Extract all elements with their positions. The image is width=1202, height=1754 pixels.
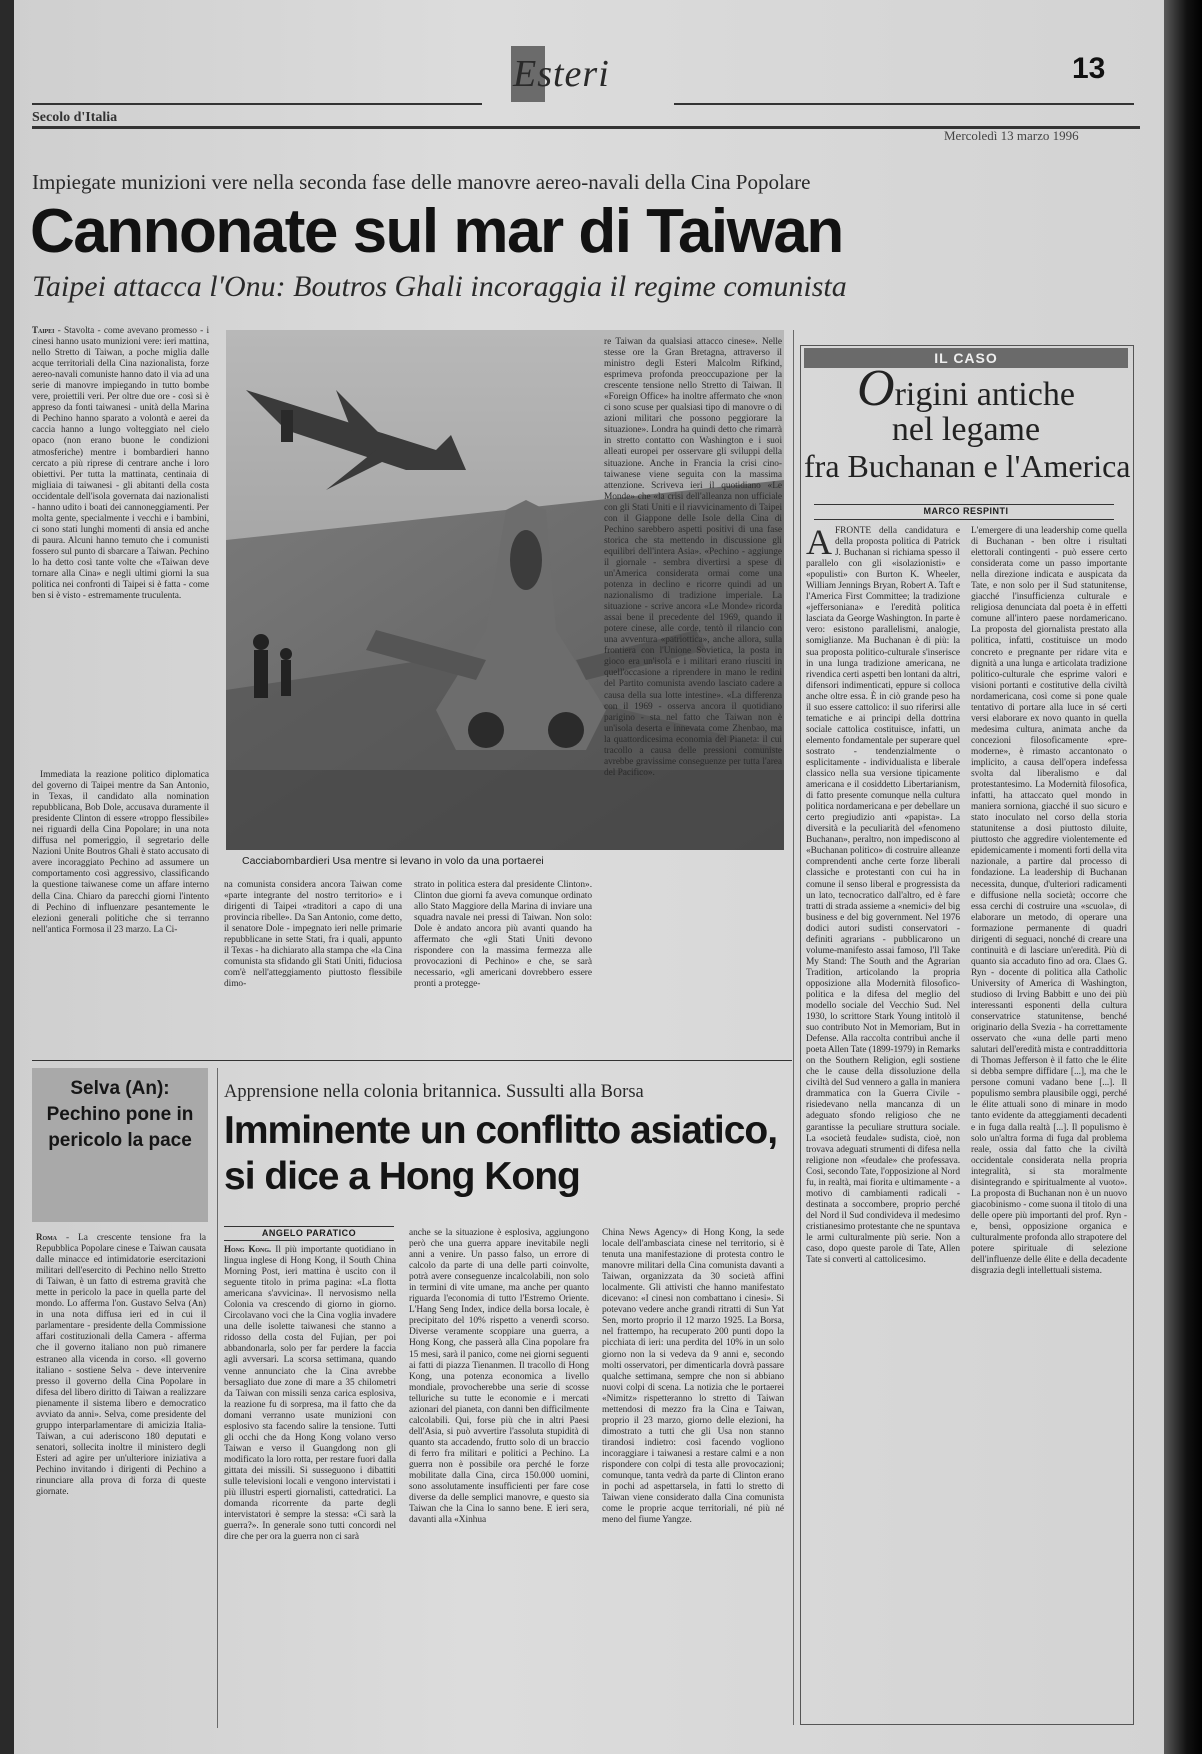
header-rule-right-top — [674, 103, 1134, 105]
main-col3 — [414, 880, 592, 1052]
main-col3-text: strato in politica estera dal presidente Clinton». Clinton due giorni fa aveva comunque ordinato allo Stato Maggiore della Marina di inviare una squadra navale nei pressi di Taiwan. Non solo: Dole è andato ancora più avanti quando ha affermato che «gli Stati Uniti devono rispondere con la massima fermezza alle provocazioni di Pechino» e che, se sarà necessario, «gli americani dovrebbero essere pronti a protegge- — [414, 880, 592, 990]
section-name: Esteri — [513, 53, 610, 95]
il-caso-rule-2 — [814, 519, 1114, 520]
main-headline: Cannonate sul mar di Taiwan — [30, 197, 843, 266]
il-caso-col1 — [806, 526, 960, 1718]
il-caso-rule — [814, 504, 1114, 505]
title-line-1: rigini antiche — [894, 376, 1075, 413]
col-rule — [217, 1068, 218, 1728]
date: Mercoledì 13 marzo 1996 — [944, 128, 1079, 143]
hk-byline-rule — [224, 1226, 394, 1227]
il-caso-col2-text: L'emergere di una leadership come quella di Buchanan - ben oltre i risultati elettorali contingenti - può essere certo considerata come un passo importante nella direzione indicata e auspicata da Tate, e non solo per il Sud statunitense, giacché l'insufficienza culturale e religiosa denunciata dal poeta è in effetti comune all'intero paese nordamericano. La proposta del giornalista prestato alla politica, infatti, costituisce un modo concreto e pregnante per ridare vita e dignità a una lunga e articolata tradizione politico-culturale che esprime valori e visioni portanti e costitutive della civiltà nordamericana, così come si pone quale tentativo di portare alla luce in sé certi versi elaborare ex novo quanto in quella medesima cultura, animata anche da concezioni filosoficamente «pre-moderne», è rimasto accantonato o implicito, a causa dell'opera indefessa svolta dal liberalismo e dal protestantesimo. La Modernità filosofica, infatti, ha attaccato quel mondo in maniera sorniona, giacché il suo sicuro e stato inoculato nel corso della storia statunitense a dosi piuttosto diluite, piuttosto che aggredire violentemente ed epidemicamente i momenti forti della vita nazionale, a partire dal processo di fondazione. La leadership di Buchanan necessita, dunque, d'ulteriori radicamenti e diffusione nella società; occorre che essa cerchi di costruire una «scuola», di elaborare un metodo, di operare una formazione permanente di quadri dirigenti di seguaci, nonché di creare una continuità e di lasciare un'eredità. Più di quanto sia accaduto fino ad ora. Claes G. Ryn - docente di politica alla Catholic University of America di Washington, studioso di Irving Babbitt e uno dei più interessanti esponenti della cultura conservatrice statunitense, benché originario della Svezia - ha correttamente osservato che «una delle parti meno salutari dell'eredità mista e contraddittoria di Thomas Jefferson è il fatto che le élite si debba sempre diffidare [...], ma che le persone comuni vadano bene [...]. Il populismo sembra plausibile oggi, perché le élite attuali sono di minare in modo tanto evidente da atteggiamenti decadenti e in fuga dalla realtà [...]. Il populismo è solo un'altra forma di fuga dal problema reale, ossia dal fatto che la civiltà occidentale considerata nella propria integralità, si sta moralmente disintegrando e spiritualmente al vuoto». La proposta di Buchanan non è un nuovo giacobinismo - come suona il titolo di una delle opere più importanti del prof. Ryn - e, bensì, opposizione organica e culturalmente profonda allo strapotere del potere spirituale di selezione dell'influenze delle élite e della decadente disgrazia degli intellettuali sistema. — [971, 526, 1127, 1277]
main-subhead: Taipei attacca l'Onu: Boutros Ghali incoraggia il regime comunista — [32, 270, 847, 303]
photo-caption: Cacciabombardieri Usa mentre si levano in volo da una portaerei — [242, 855, 544, 867]
main-col4 — [604, 337, 782, 1052]
hk-col2-text: anche se la situazione è esplosiva, aggiungono però che una guerra appare inevitabile negli anni a venire. Un passo falso, un errore di calcolo da parte di una delle parti coinvolte, potrà avere conseguenze incalcolabili, non solo in termini di vite umane, ma anche per quanto riguarda l'economia di tutto l'Estremo Oriente. L'Hang Seng Index, indice della borsa locale, è precipitato del 10% rispetto a venerdì scorso. Diverse veramente scoppiare una guerra, a Hong Kong, che passerà alla Cina popolare fra 15 mesi, sarà il panico, come nei giorni seguenti ai fatti di piazza Tienanmen. Il tracollo di Hong Kong, una potenza economica a livello mondiale, provocherebbe una serie di scosse telluriche su tutte le economie e i mercati azionari del pianeta, con danni ben difficilmente calcolabili. Qui, forse più che in altri Paesi dell'Asia, si può avvertire l'assoluta stupidità di quanto sta accadendo, frutto solo di un braccio di ferro fra militari e politici a Pechino. La guerra non è possibile ora perché le forze mobilitate dalla Cina, circa 150.000 uomini, sono assolutamente insufficienti per fare cose diverse da delle semplici manovre, e questo sia Taiwan che la Cina lo sanno bene. E ieri sera, davanti alla «Xinhua — [409, 1228, 589, 1526]
hk-col3 — [602, 1228, 784, 1729]
selva-text: - La crescente tensione fra la Repubblica Popolare cinese e Taiwan causata dalle minacce ed intimidatorie esercitazioni militari dell'esercito di Pechino nello Stretto di Taiwan, è un fatto di estrema gravità che mette in pericolo la pace in quella parte del mondo. Lo afferma l'on. Gustavo Selva (An) in una nota diffusa ieri ed in cui il parlamentare - presidente della Commissione affari costituzionali della Camera - afferma che il governo italiano non può rimanere estraneo alla vicenda in corso. «Il governo italiano - sostiene Selva - deve intervenire presso il governo della Cina Popolare in difesa del libero diritto di Taiwan a realizzare pienamente il sistema libero e democratico avviato da anni». Selva, come presidente del gruppo interparlamentare di amicizia Italia-Taiwan, a cui aderiscono 180 deputati e senatori, sollecita inoltre il ministero degli Esteri ad agire per un'ulteriore iniziativa a Pechino invitando i dirigenti di Pechino a rinunciare alla prova di forza di queste giornate. — [36, 1233, 206, 1498]
newspaper-page — [14, 0, 1164, 1754]
title-line-2: nel legame — [891, 411, 1041, 448]
hk-byline: ANGELO PARATICO — [261, 1228, 357, 1238]
dateline: Taipei — [32, 325, 55, 335]
selva-headline: Selva (An): Pechino pone in pericolo la pace — [46, 1078, 194, 1151]
hk-byline-rule-2 — [224, 1240, 394, 1241]
main-col1-text: - Stavolta - come avevano promesso - i cinesi hanno usato munizioni vere: ieri mattina, nello Stretto di Taiwan, a poche miglia dalle acque territoriali della Cina nazionalista, forze aereo-navali comuniste hanno dato il via ad una serie di manovre impiegando in tutto bombe vere, proiettili veri. Per oltre due ore - così si è appreso da fonti taiwanesi - unità della Marina di Pechino hanno sparato a volontà e aerei da caccia hanno a lungo volteggiato nel cielo opaco (non erano buone le condizioni atmosferiche) mentre i bombardieri hanno cercato a più riprese di centrare anche i loro obiettivi. Per tutta la mattinata, centinaia di migliaia di taiwanesi - gli abitanti della costa occidentale dell'isola governata dai nazionalisti - hanno udito i boati dei cannoneggiamenti. Per molta gente, specialmente i vecchi e i bambini, ci sono stati lunghi momenti di ansia ed anche di paura. Alcuni hanno temuto che i comunisti fossero sul punto di sbarcare a Taiwan. Pechino lo ha detto così tante volte che «Taiwan deve tornare alla Cina» e negli ultimi giorni la sua politica nei confronti di Taipei si è fatta - come ben si è visto - estremamente truculenta. — [32, 326, 209, 602]
hk-kicker: Apprensione nella colonia britannica. Sussulti alla Borsa — [224, 1082, 644, 1102]
selva-dateline: Roma — [36, 1232, 57, 1242]
hk-col3-text: China News Agency» di Hong Kong, la sede locale dell'ambasciata cinese nel territorio, si è tenuta una manifestazione di protesta contro le manovre militari della Cina comunista davanti a Taiwan, organizzata da 30 società affini localmente. Gli attivisti che hanno manifestato dicevano: «I cinesi non combattano i cinesi». Si potevano vedere anche grandi ritratti di Sun Yat Sen, morto proprio il 12 marzo 1925. La Borsa, nel frattempo, ha recuperato 200 punti dopo la picchiata di ieri: una perdita del 10% in un solo giorno non la si vedeva da 9 anni e, secondo molti osservatori, per dimenticarla dovrà passare qualche settimana, sempre che non si abbiano nuovi colpi di scena. La notizia che le portaerei «Nimitz» rispetteranno lo stretto di Taiwan mettendosi di mezzo fra la Cina e Taiwan, proprio il 23 marzo, giorno delle elezioni, ha dimostrato a tutti che gli Usa non stanno tirandosi indietro: così facendo vogliono incoraggiare i taiwanesi a restare calmi e a non rispondere con colpi di testa alle provocazioni; comunque, tanta vedrà da parte di Clinton erano in pochi ad aspettarsela, in fatti lo stretto di Taiwan viene considerato dalla Cina comunista come le proprie acque territoriali, né più né meno del fiume Yangze. — [602, 1228, 784, 1526]
hk-dateline: Hong Kong. — [224, 1244, 272, 1254]
hk-col2 — [409, 1228, 589, 1729]
main-col1-bottom — [32, 770, 209, 1052]
drop-cap: A — [806, 526, 832, 562]
col-rule — [793, 330, 794, 1725]
section-separator — [32, 1060, 792, 1061]
main-kicker: Impiegate munizioni vere nella seconda fase delle manovre aereo-navali della Cina Popolare — [32, 170, 811, 194]
page-number: 13 — [1072, 52, 1106, 85]
main-col4-text: re Taiwan da qualsiasi attacco cinese». Nelle stesse ore la Gran Bretagna, attraverso il ministro degli Esteri Malcolm Rifkind, esprimeva profonda preoccupazione per la crescente tensione nello Stretto di Taiwan. Il «Foreign Office» ha inoltre affermato che «non ci sono scuse per qualsiasi tipo di manovre o di azioni militari che possono peggiorare la situazione». Londra ha quindi detto che rimarrà in stretto contatto con Washington e i suoi alleati europei per osservare gli sviluppi della situazione. Anche in Francia la crisi cino-taiwanese viene seguita con la massima attenzione. Scriveva ieri il quotidiano «Le Monde» che «la crisi dell'alleanza non ufficiale con gli Stati Uniti e il riavvicinamento di Taipei con il Giappone delle Isole della Cina di Pechino sarebbero aspetti positivi di una fase storica che sta mettendo in discussione gli equilibri dell'intera Asia». «Pechino - aggiunge il giornale - sembra divertirsi a spese di un'America considerata ormai come una potenza in declino e ricorre quindi ad un nazionalismo di tradizione imperiale. La situazione - scrive ancora «Le Monde» ricorda assai bene il precedente del 1969, quando il potere cinese, alle corde, tentò il rilancio con una avventura «patriottica», anche allora, sulla frontiera con l'Unione Sovietica, la posta in gioco era un'isola e i militari erano riusciti in quell'occasione a riprendere in mano le redini del Partito comunista avendo lasciato cadere a causa della sua lotte intestine». «La differenza con il 1969 - osserva ancora il quotidiano parigino - sta nel fatto che Taiwan non è un'isola deserta e innevata come Zhenbao, ma la quattordicesima economia del Pianeta: il cui tracollo a causa delle pressioni comuniste avrebbe gravissime conseguenze per tutta l'area del Pacifico». — [604, 337, 782, 778]
masthead: Secolo d'Italia — [32, 110, 118, 125]
title-drop-letter: O — [857, 360, 895, 417]
il-caso-byline: MARCO RESPINTI — [923, 506, 1009, 516]
title-line-3: fra Buchanan e l'America — [804, 448, 1131, 484]
main-col2-text: na comunista considera ancora Taiwan come «parte integrante del nostro territorio» e i dirigenti di Taipei «traditori a capo di una provincia ribelle». Da San Antonio, come detto, il senatore Dole - impegnato ieri nelle primarie repubblicane in sette Stati, fra i quali, appunto il Texas - ha dichiarato alla stampa che «la Cina comunista sta sfidando gli Stati Uniti, fiduciosa com'è nell'atteggiamento piuttosto flessibile dimo- — [224, 880, 402, 990]
selva-body — [36, 1232, 206, 1732]
page-binding — [1164, 0, 1202, 1754]
hk-col1-text: Il più importante quotidiano in lingua inglese di Hong Kong, il South China Morning Post, ieri mattina è uscito con il seguente titolo in prima pagina: «La flotta americana s'avvicina». Il nervosismo nella Colonia va crescendo di giorno in giorno. Circolavano voci che la Cina voglia invadere una delle isolette taiwanesi che stanno a ridosso della costa del Fujian, per poi abbandonarla, solo per far perdere la faccia agli avversari. La scorsa settimana, quando venne annunciato che la Cina avrebbe bersagliato due zone di mare a 35 chilometri da Taiwan con missili senza carica esplosiva, la reazione fu di sorpresa, ma il fatto che da domani verranno usate munizioni con esplosivo sta facendo salire la tensione. Tutti gli occhi che da Hong Kong volano verso Taiwan e verso il Guangdong non gli modificato la loro rotta, per restare fuori dalla gittata dei missili. Si susseguono i dibattiti sulle televisioni locali e vengono intervistati i più illustri esperti giornalisti, cattedratici. La domanda ricorrente da parte degli intervistatori è sempre la stessa: «Ci sarà la guerra?». In generale sono tutti concordi nel dire che per ora la guerra non ci sarà — [224, 1245, 396, 1543]
main-col2 — [224, 880, 402, 1052]
section-title — [511, 40, 671, 104]
main-col1b-text: Immediata la reazione politico diplomatica del governo di Taipei mentre da San Antonio, in Texas, il candidato alla nomination repubblicana, Bob Dole, accusava duramente il presidente Clinton di essere «troppo flessibile» nei riguardi della Cina Popolare; in una nota diffusa nel pomeriggio, il segretario delle Nazioni Unite Boutros Ghali è stato accusato di avere incoraggiato Pechino ad assumere un comportamento così aggressivo, classificando la questione taiwanese come un affare interno della Cina. Chiaro da parecchi giorni l'intento di Pechino di influenzare pesantemente le elezioni generali politiche che si terranno nell'antica Formosa il 23 marzo. La Ci- — [32, 770, 209, 935]
header-rule-top — [32, 103, 482, 105]
main-col1-top — [32, 325, 209, 765]
hk-headline: Imminente un conflitto asiatico, si dice a Hong Kong — [224, 1109, 778, 1198]
il-caso-col1-text: FRONTE della candidatura e della proposta politica di Patrick J. Buchanan si richiama spesso il parallelo con gli «isolazionisti» e «populisti» con Burton K. Wheeler, William Jennings Bryan, Robert A. Taft e l'America First Committee; la tradizione «jeffersoniana» e l'eredità politica lasciata da George Washington. In parte è vero: esistono parallelismi, analogie, somiglianze. Ma Buchanan è di più: la sua proposta politico-culturale s'inserisce in una lunga tradizione americana, ne rivendica certi aspetti ben lontani da altri, difensori indimenticati, eppure si colloca anche oltre essa. È in ciò grande peso ha il suo essere cattolico: il suo riferirsi alle tematiche e ai principi della dottrina sociale cattolica costituisce, infatti, un elemento fondamentale per superare quel sostrato - tendenzialmente o esplicitamente - individualista e liberale classico nella sua versione tipicamente americana e il cosiddetto Libertarianism, di fatto presente comunque nella cultura politica nordamericana e per debellare un certo pregiudizio anti «papista». La diversità e la peculiarità del «fenomeno Buchanan», peraltro, non impediscono al «Buchanan politico» di costruire alleanze comprendenti anche certe forze liberali classiche e protestanti con cui ha in comune il senso liberal e progressista da un lato, tecnocratico dall'altro, ed è fare tratti di strada assieme a «nemici» del big business e del big government. Nel 1976 dodici autori sudisti conservatori - definiti agrarians - pubblicarono un volume-manifesto assai famoso, I'll Take My Stand: The South and the Agrarian Tradition, articolando la propria opposizione alla Modernità filosofico-politica e la difesa del meglio del modello sociale del Vecchio Sud. Nel 1930, lo scrittore Stark Young intitolò il suo contributo Not in Memoriam, But in Defense. Alla raccolta contribuì anche il poeta Allen Tate (1899-1979) in Remarks on the Southern Religion, egli sostiene che le cause della dissoluzione della civiltà del Sud vennero a galla in maniera drammatica con la Guerra Civile - risiedevano nella mancanza di un adeguato sfondo religioso che ne garantisse la peculiare struttura sociale. La «società feudale» sudista, cioè, non trovava adeguati strumenti di difesa nella religione non «feudale» che professava. Così, secondo Tate, l'opposizione al Nord fu, in realtà, mai fiorita e ultimamente - a motivo di cambiamenti radicali - destinata a soccombere, proprio perché del Nord il Sud condivideva il medesimo cristianesimo protestante che ne spuntava le armi culturalmente più serie. Non a caso, dopo queste parole di Tate, Allen Tate si convertì al cattolicesimo. — [806, 526, 960, 1266]
il-caso-col2 — [971, 526, 1127, 1718]
il-caso-title — [804, 360, 1131, 484]
hk-col1 — [224, 1244, 396, 1729]
il-caso-label: IL CASO — [804, 348, 1128, 368]
